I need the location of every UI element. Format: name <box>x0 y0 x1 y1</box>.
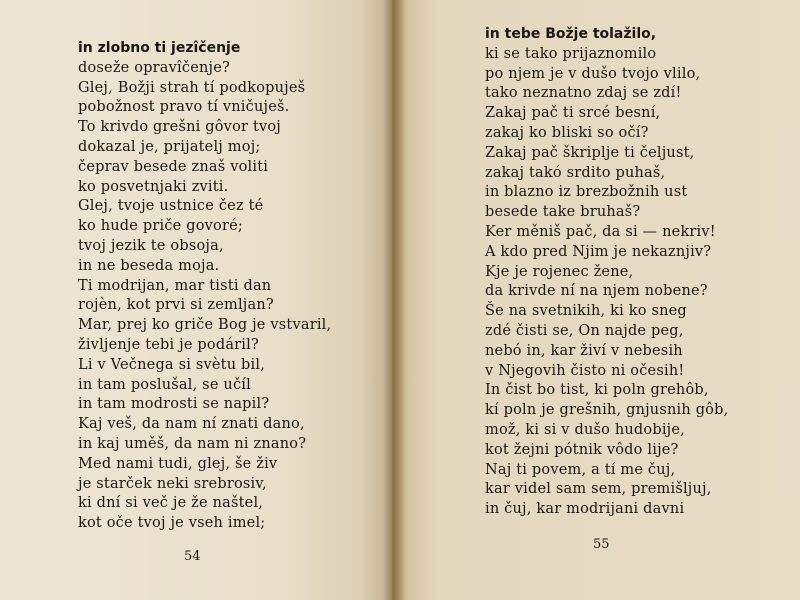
verse-line: po njem je v dušo tvojo vlilo, <box>485 65 701 82</box>
verse-line: ki dní si več je že naštel, <box>78 495 264 512</box>
left-page <box>0 0 392 600</box>
verse-line: rojèn, kot prvi si zemljan? <box>78 297 274 314</box>
verse-line: Zakaj pač škriplje ti čeljust, <box>485 144 695 161</box>
verse-line: in kaj uměš, da nam ni znano? <box>78 435 307 452</box>
verse-line: v Njegovih čisto ni očesih! <box>485 362 685 379</box>
right-page-text <box>485 25 728 520</box>
verse-line: Ti modrijan, mar tisti dan <box>78 277 272 294</box>
verse-line: zakaj takó srdito puhaš, <box>485 164 666 181</box>
verse-line: tako neznatno zdaj se zdí! <box>485 85 682 102</box>
verse-line: Naj ti povem, a tí me čuj, <box>485 461 676 478</box>
verse-line: mož, ki si v dušo hudobije, <box>485 421 685 438</box>
verse-line: Kje je rojenec žene, <box>485 263 634 280</box>
verse-line: Glej, tvoje ustnice čez té <box>78 198 264 215</box>
verse-line: A kdo pred Njim je nekaznjiv? <box>485 243 712 260</box>
verse-line: In čist bo tist, ki poln grehôb, <box>485 382 709 399</box>
verse-line: zdé čisti se, On najde peg, <box>485 322 684 339</box>
verse-line: Glej, Božji strah tí podkopuješ <box>78 79 306 96</box>
verse-line: dokazal je, prijatelj moj; <box>78 138 261 155</box>
verse-line: kí poln je grešnih, gnjusnih gôb, <box>485 402 729 419</box>
verse-line: tvoj jezik te obsoja, <box>78 237 224 254</box>
verse-line: in tebe Božje tolažilo, <box>485 26 657 42</box>
verse-line: in čuj, kar modrijani davni <box>485 501 685 518</box>
verse-line: in blazno iz brezbožnih ust <box>485 184 688 201</box>
verse-line: je starček neki srebrosiv, <box>78 475 267 492</box>
verse-line: ko posvetnjaki zviti. <box>78 178 229 195</box>
verse-line: Še na svetnikih, ki ko sneg <box>485 303 687 320</box>
verse-line: To krivdo grešni gôvor tvoj <box>78 119 281 136</box>
page-number: 54 <box>184 549 201 564</box>
verse-line: zakaj ko bliski so očí? <box>485 124 649 141</box>
verse-line: Mar, prej ko griče Bog je vstvaril, <box>78 317 332 334</box>
right-page <box>392 0 800 600</box>
verse-line: nebó in, kar živí v nebesih <box>485 342 683 359</box>
verse-line: in zlobno ti jezîčenje <box>78 40 241 56</box>
verse-line: čeprav besede znaš voliti <box>78 158 269 175</box>
page-number: 55 <box>593 537 610 552</box>
verse-line: Li v Večnega si svètu bil, <box>78 356 266 373</box>
verse-line: besede take bruhaš? <box>485 204 641 221</box>
verse-line: doseže opravîčenje? <box>78 59 230 76</box>
left-page-text <box>78 39 331 534</box>
verse-line: ki se tako prijaznomilo <box>485 45 657 62</box>
verse-line: ko hude priče govoré; <box>78 218 243 235</box>
verse-line: Kaj veš, da nam ní znati dano, <box>78 416 305 433</box>
verse-line: in tam poslušal, se učíl <box>78 376 251 393</box>
book-gutter <box>383 0 405 600</box>
verse-line: Med nami tudi, glej, še živ <box>78 455 278 472</box>
verse-line: da krivde ní na njem nobene? <box>485 283 708 300</box>
verse-line: Ker měniš pač, da si — nekriv! <box>485 223 716 240</box>
verse-line: kot žejni pótnik vôdo lije? <box>485 441 679 458</box>
verse-line: življenje tebi je podáril? <box>78 336 259 353</box>
verse-line: kar videl sam sem, premišljuj, <box>485 481 712 498</box>
verse-line: pobožnost pravo tí vničuješ. <box>78 99 290 116</box>
verse-line: in tam modrosti se napil? <box>78 396 270 413</box>
verse-line: Zakaj pač ti srcé besní, <box>485 105 661 122</box>
verse-line: in ne beseda moja. <box>78 257 220 274</box>
verse-line: kot oče tvoj je vseh imel; <box>78 515 266 532</box>
